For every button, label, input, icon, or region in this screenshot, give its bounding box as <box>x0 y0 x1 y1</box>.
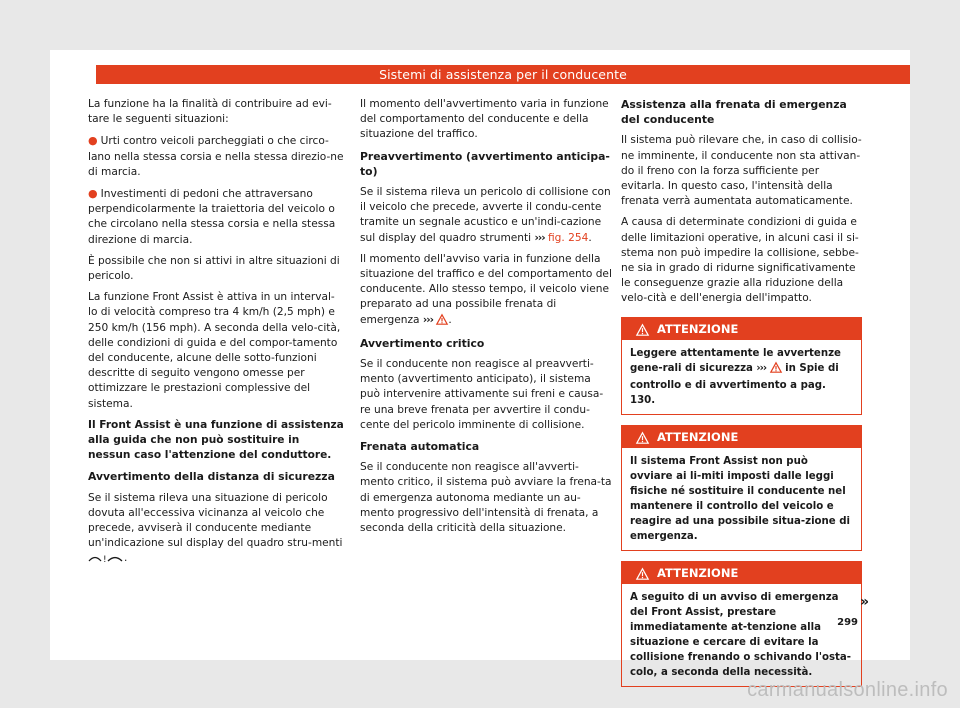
section-header: Sistemi di assistenza per il conducente <box>96 65 910 84</box>
warning-text: Leggere attentamente le avvertenze gene-rali di sicurezza <box>630 347 841 374</box>
warning-text-link[interactable]: in Spie di controllo e di avvertimento a pag. 130. <box>630 362 839 406</box>
paragraph-text: Se il sistema rileva una situazione di pericolo dovuta all'eccessiva vicinanza al veicolo che precede, avviserà il conducente mediante un'indicazione sul display del quadro stru-menti <box>88 491 343 550</box>
figure-link[interactable]: fig. 254 <box>547 231 589 244</box>
heading-emergency-brake-assist: Assistenza alla frenata di emergenza del conducente <box>621 98 847 127</box>
paragraph: La funzione Front Assist è attiva in un interval-lo di velocità compreso tra 4 km/h (2,5 mph) e 250 km/h (156 mph). A seconda della velo-cità, delle condizioni di guida e del compor-tamento del conducente, alcune delle sotto-funzioni descritte di seguito vengono omesse per ottimizzare le prestazioni complessive del sistema. <box>88 291 341 410</box>
paragraph <box>88 491 344 569</box>
warning-box-title: ATTENZIONE <box>657 321 739 336</box>
bold-note: Il Front Assist è una funzione di assistenza alla guida che non può sostituire in nessun caso l'attenzione del conduttore. <box>88 418 344 462</box>
bullet-dot-icon: ● <box>88 134 98 148</box>
continue-arrow-icon: » <box>860 594 870 610</box>
warning-triangle-icon <box>636 432 649 444</box>
paragraph: A causa di determinate condizioni di guida e delle limitazioni operative, in alcuni casi il si-stema non può impedire la collisione, sebbe-ne sia in grado di ridurne significativamente le conseguenze grazie alla riduzione della velo-cità e dell'energia dell'impatto. <box>621 216 859 305</box>
reference-arrows: ››› <box>534 231 545 244</box>
bullet-text: Investimenti di pedoni che attraversano perpendicolarmente la traiettoria del veicolo o che circolano nella stessa corsia e nella stessa direzione di marcia. <box>88 188 336 246</box>
warning-triangle-icon <box>636 324 649 336</box>
paragraph <box>360 252 612 330</box>
bullet-dot-icon: ● <box>88 187 98 201</box>
column-3 <box>621 97 862 697</box>
svg-text:!: ! <box>103 555 107 566</box>
heading-critical-warning: Avvertimento critico <box>360 336 485 350</box>
warning-box-header <box>622 318 861 340</box>
paragraph-text: Se il sistema rileva un pericolo di collisione con il veicolo che precede, avverte il condu-cente tramite un segnale acustico e un'indi-cazione sul display del quadro strumenti <box>360 186 611 244</box>
reference-arrows: ››› <box>422 313 434 326</box>
intro-text: La funzione ha la finalità di contribuire ad evi-tare le seguenti situazioni: <box>88 98 332 126</box>
manual-page <box>50 50 910 678</box>
bullet-item <box>88 186 344 248</box>
car-distance-warning-icon <box>88 553 124 568</box>
column-1 <box>88 97 344 575</box>
warning-triangle-icon[interactable] <box>770 362 782 378</box>
heading-distance-warning: Avvertimento della distanza di sicurezza <box>88 470 335 484</box>
column-2 <box>360 97 612 542</box>
warning-box <box>621 317 862 415</box>
warning-box <box>621 561 862 687</box>
paragraph: Se il conducente non reagisce all'avverti-mento critico, il sistema può avviare la frena-ta di emergenza autonoma mediante un au-mento progressivo dell'intensità di frenata, a seconda della criticità della situazione. <box>360 461 612 535</box>
warning-box-text: A seguito di un avviso di emergenza del Front Assist, prestare immediatamente at-tenzione alla situazione e cercare di evitare la collisione frenando o schivando l'osta-colo, a seconda della necessità. <box>630 591 852 678</box>
reference-arrows: ››› <box>756 362 767 374</box>
paragraph: Il momento dell'avvertimento varia in funzione del comportamento del conducente e della situazione del traffico. <box>360 98 609 141</box>
warning-box <box>621 425 862 551</box>
warning-box-title: ATTENZIONE <box>657 429 739 444</box>
paragraph: Il sistema può rilevare che, in caso di collisio-ne imminente, il conducente non sta attivan-do il freno con la forza sufficiente per evitarla. In questo caso, l'intensità della frenata verrà aumentata automaticamente. <box>621 134 862 208</box>
bullet-text: Urti contro veicoli parcheggiati o che circo-lano nella stessa corsia e nella stessa direzio-ne di marcia. <box>88 135 344 178</box>
paragraph-end: . <box>448 313 452 326</box>
paragraph-end: . <box>588 231 592 244</box>
paragraph: È possibile che non si attivi in altre situazioni di pericolo. <box>88 254 340 283</box>
watermark: carmanualsonline.info <box>747 679 948 701</box>
warning-box-header <box>622 562 861 584</box>
warning-box-header <box>622 426 861 448</box>
paragraph <box>360 185 612 246</box>
warning-box-title: ATTENZIONE <box>657 565 739 580</box>
warning-box-text: Il sistema Front Assist non può ovviare ai li-miti imposti dalle leggi fisiche né sostituire il conducente nel mantenere il controllo del veicolo e reagire ad una possibile situa-zione di emergenza. <box>630 455 851 542</box>
bullet-item <box>88 133 344 180</box>
paragraph-end: . <box>124 552 128 565</box>
page-number: 299 <box>837 617 858 628</box>
warning-triangle-icon <box>636 568 649 580</box>
paragraph: Se il conducente non reagisce al preavverti-mento (avvertimento anticipato), il sistema può intervenire attivamente sui freni e causa-re una breve frenata per avvertire il condu-cente del pericolo imminente di collisione. <box>360 358 604 431</box>
heading-prewarning: Preavvertimento (avvertimento anticipa-to) <box>360 149 610 178</box>
warning-triangle-icon[interactable] <box>436 314 448 330</box>
heading-automatic-braking: Frenata automatica <box>360 440 480 454</box>
paragraph-text: Il momento dell'avviso varia in funzione della situazione del traffico e del comportamento del conducente. Allo stesso tempo, il veicolo viene preparato ad una possibile frenata di emergenza <box>360 252 612 326</box>
warning-box-text <box>622 340 861 414</box>
